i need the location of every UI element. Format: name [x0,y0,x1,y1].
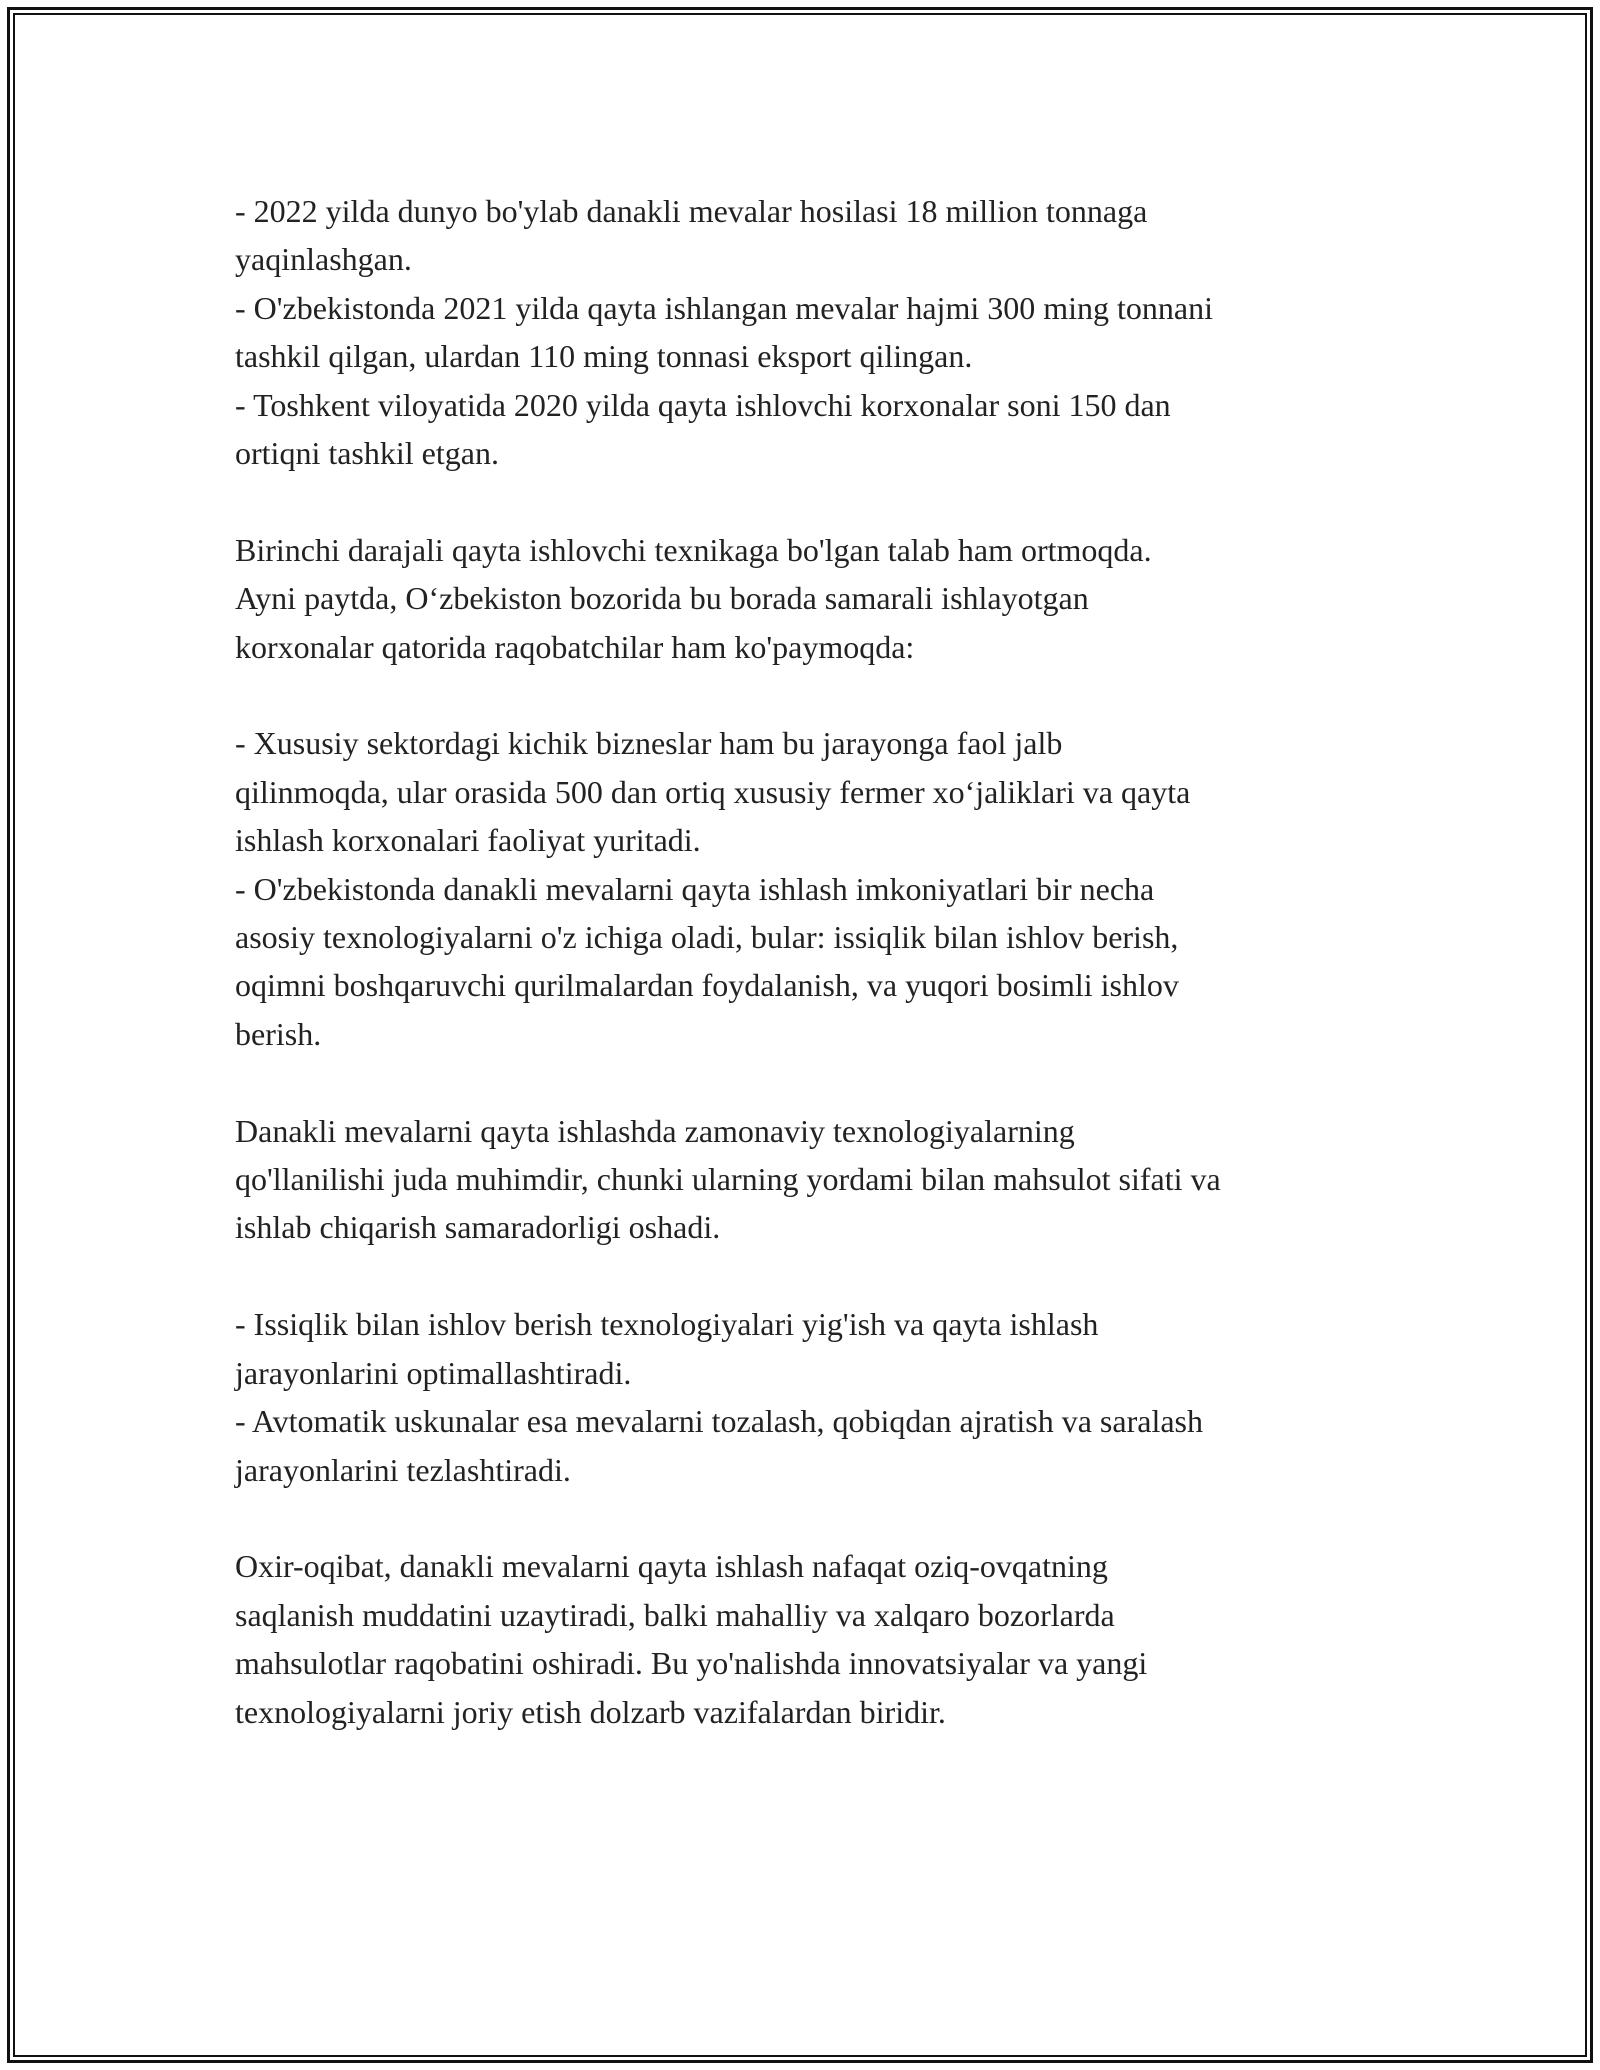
document-body [235,187,1395,1736]
text-line: oqimni boshqaruvchi qurilmalardan foydalanish, va yuqori bosimli ishlov [235,967,1179,1004]
text-line: ishlab chiqarish samaradorligi oshadi. [235,1209,721,1246]
text-line: - O'zbekistonda 2021 yilda qayta ishlangan mevalar hajmi 300 ming tonnani [235,289,1213,326]
paragraph-conclusion [235,1542,1395,1736]
text-line: jarayonlarini optimallashtiradi. [235,1354,632,1391]
paragraph-technologies [235,1107,1395,1252]
text-line: Oxir-oqibat, danakli mevalarni qayta ishlash nafaqat oziq-ovqatning [235,1548,1108,1585]
text-line: mahsulotlar raqobatini oshiradi. Bu yo'nalishda innovatsiyalar va yangi [235,1645,1148,1682]
paragraph-private-sector [235,719,1395,1058]
paragraph-spacer [235,671,1395,719]
text-line: ortiqni tashkil etgan. [235,435,499,472]
text-line: asosiy texnologiyalarni o'z ichiga oladi, bular: issiqlik bilan ishlov berish, [235,919,1179,956]
text-line: - Issiqlik bilan ishlov berish texnologiyalari yig'ish va qayta ishlash [235,1306,1099,1343]
text-line: tashkil qilgan, ulardan 110 ming tonnasi eksport qilingan. [235,338,973,375]
text-line: jarayonlarini tezlashtiradi. [235,1451,571,1488]
text-line: - Toshkent viloyatida 2020 yilda qayta ishlovchi korxonalar soni 150 dan [235,386,1171,423]
paragraph-spacer [235,1252,1395,1300]
paragraph-spacer [235,477,1395,525]
text-line: ishlash korxonalari faoliyat yuritadi. [235,822,701,859]
text-line: saqlanish muddatini uzaytiradi, balki mahalliy va xalqaro bozorlarda [235,1596,1115,1633]
paragraph-demand [235,526,1395,671]
paragraph-spacer [235,1058,1395,1106]
text-line: - Avtomatik uskunalar esa mevalarni tozalash, qobiqdan ajratish va saralash [235,1403,1203,1440]
paragraph-processing-methods [235,1300,1395,1494]
paragraph-statistics [235,187,1395,477]
text-line: qilinmoqda, ular orasida 500 dan ortiq xususiy fermer xo‘jaliklari va qayta [235,773,1191,810]
text-line: - O'zbekistonda danakli mevalarni qayta ishlash imkoniyatlari bir necha [235,870,1155,907]
text-line: Danakli mevalarni qayta ishlashda zamonaviy texnologiyalarning [235,1112,1075,1149]
text-line: - 2022 yilda dunyo bo'ylab danakli mevalar hosilasi 18 million tonnaga [235,193,1148,229]
text-line: Ayni paytda, O‘zbekiston bozorida bu borada samarali ishlayotgan [235,580,1089,617]
text-line: berish. [235,1015,322,1052]
paragraph-spacer [235,1494,1395,1542]
text-line: qo'llanilishi juda muhimdir, chunki ularning yordami bilan mahsulot sifati va [235,1161,1221,1198]
text-line: yaqinlashgan. [235,241,412,278]
text-line: korxonalar qatorida raqobatchilar ham ko'paymoqda: [235,628,915,665]
text-line: - Xususiy sektordagi kichik bizneslar ham bu jarayonga faol jalb [235,725,1063,762]
text-line: texnologiyalarni joriy etish dolzarb vazifalardan biridir. [235,1693,946,1730]
text-line: Birinchi darajali qayta ishlovchi texnikaga bo'lgan talab ham ortmoqda. [235,531,1152,568]
